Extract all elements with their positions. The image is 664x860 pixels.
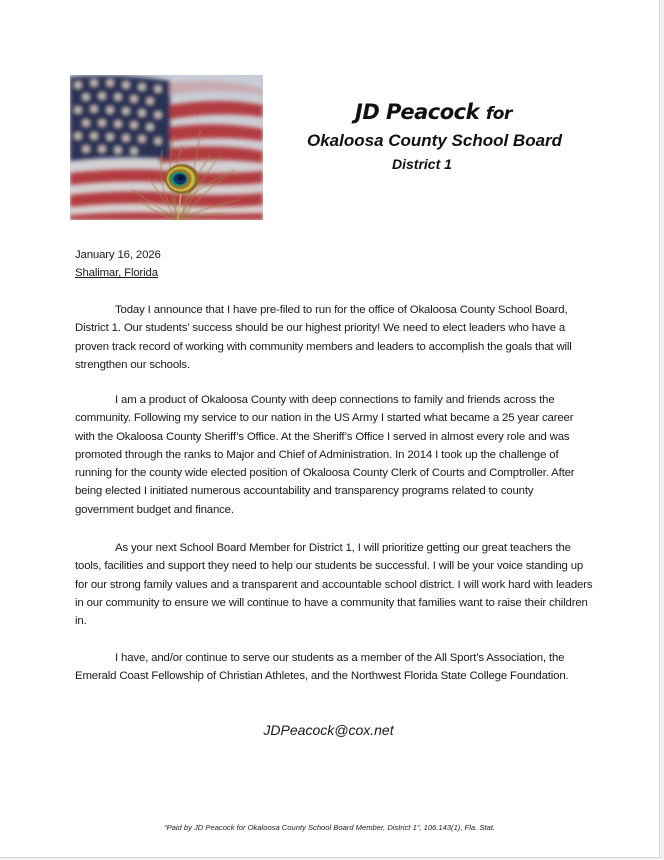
paragraph-announcement: Today I announce that I have pre-filed to run for the office of Okaloosa County School Board, District 1. Our students’ success should be our highest priority! We need to elect leaders who have a proven track record of working with community members and leaders to accomplish the goals that will strengthen our schools.	[75, 304, 572, 371]
candidate-name-suffix: for	[485, 104, 512, 124]
candidate-name-heading	[355, 100, 512, 124]
letter-place: Shalimar, Florida	[75, 267, 158, 279]
paid-for-disclaimer: “Paid by JD Peacock for Okaloosa County School Board Member, District 1”, 106.143(1), Fla. Stat.	[164, 823, 495, 832]
candidate-name: JD Peacock	[355, 100, 480, 124]
flag-feather-illustration	[70, 75, 263, 220]
paragraph-background: I am a product of Okaloosa County with deep connections to family and friends across the community. Following my service to our nation in the US Army I started what became a 25 year career with the Okaloosa County Sheriff’s Office. At the Sheriff’s Office I served in almost every role and was promoted through the ranks to Major and Chief of Administration. In 2014 I took up the challenge of running for the county wide elected position of Okaloosa County Clerk of Courts and Comptroller. After being elected I initiated numerous accountability and transparency programs related to county government budget and finance.	[75, 394, 575, 516]
peacock-feather-flag-image	[70, 75, 263, 220]
letter-date: January 16, 2026	[75, 249, 161, 261]
contact-email-text[interactable]: JDPeacock@cox.net	[263, 722, 394, 738]
school-board-heading: Okaloosa County School Board	[307, 131, 563, 150]
contact-email[interactable]	[0, 722, 659, 738]
paragraph-priorities: As your next School Board Member for District 1, I will prioritize getting our great teachers the tools, facilities and support they need to help our students be successful. I will be your voice standing up for our strong family values and a transparent and accountable school district. I will work hard with leaders in our community to ensure we will continue to have a community that families want to raise their children in.	[75, 542, 593, 628]
district-heading: District 1	[392, 156, 452, 172]
paragraph-service: I have, and/or continue to serve our students as a member of the All Sport’s Association, the Emerald Coast Fellowship of Christian Athletes, and the Northwest Florida State College Foundation.	[75, 652, 569, 683]
